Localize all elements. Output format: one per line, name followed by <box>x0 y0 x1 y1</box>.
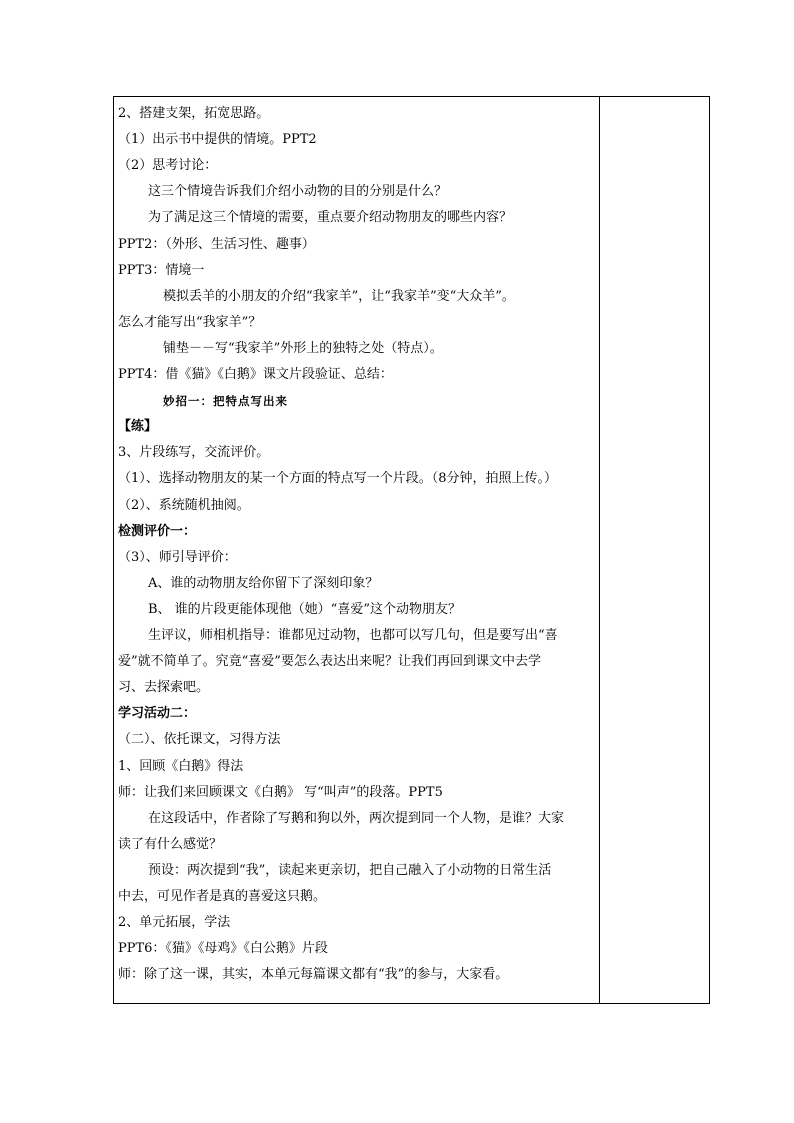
text-line: 铺垫－－写“我家羊”外形上的独特之处（特点）。 <box>163 340 443 356</box>
text-line: PPT6：《猫》《母鸡》《白公鹅》片段 <box>118 941 328 957</box>
text-line: 习、去探索吧。 <box>118 680 210 696</box>
text-line: 生评议，师相机指导：谁都见过动物，也都可以写几句，但是要写出“喜 <box>148 628 558 643</box>
text-line: 怎么才能写出“我家羊”？ <box>118 314 262 330</box>
text-line: 师：让我们来回顾课文《白鹅》 写“叫声”的段落。PPT5 <box>118 784 443 800</box>
text-line: （2）、系统随机抽阅。 <box>118 497 250 513</box>
text-line: （1）出示书中提供的情境。PPT2 <box>118 132 317 148</box>
text-line: 1、回顾《白鹅》得法 <box>118 758 244 774</box>
text-line: 读了有什么感觉？ <box>118 836 223 852</box>
notes-cell <box>600 97 709 1003</box>
text-line: PPT2：（外形、生活习性、趣事） <box>118 236 315 252</box>
text-line: （2）思考讨论： <box>118 158 218 174</box>
section-heading: 【练】 <box>118 419 158 435</box>
section-heading: 学习活动二： <box>118 706 197 722</box>
text-line: 3、片段练写，交流评价。 <box>118 445 270 461</box>
text-line: 2、单元拓展，学法 <box>118 915 231 931</box>
text-line: 为了满足这三个情境的需要，重点要介绍动物朋友的哪些内容？ <box>148 210 513 226</box>
text-line: 模拟丢羊的小朋友的介绍“我家羊”，让“我家羊”变“大众羊”。 <box>163 288 515 304</box>
text-line: 2、搭建支架，拓宽思路。 <box>118 106 270 121</box>
text-line: （1）、选择动物朋友的某一个方面的特点写一个片段。（8分钟，拍照上传。） <box>118 471 558 487</box>
text-line: 预设：两次提到“我”，读起来更亲切，把自己融入了小动物的日常生活 <box>148 862 552 878</box>
text-line: PPT3：情境一 <box>118 262 205 278</box>
section-heading: 检测评价一： <box>118 523 197 539</box>
text-line: 师：除了这一课，其实，本单元每篇课文都有“我”的参与，大家看。 <box>118 967 509 983</box>
text-line: 爱”就不简单了。究竟“喜爱”要怎么表达出来呢？让我们再回到课文中去学 <box>118 654 541 670</box>
lesson-content-cell <box>114 97 598 1003</box>
text-line: （二）、依托课文，习得方法 <box>118 732 281 748</box>
text-line: B、 谁的片段更能体现他（她）“喜爱”这个动物朋友？ <box>148 601 461 617</box>
text-line: PPT4：借《猫》《白鹅》课文片段验证、总结： <box>118 367 393 382</box>
text-line: 中去，可见作者是真的喜爱这只鹅。 <box>118 889 327 904</box>
text-line: 在这段话中，作者除了写鹅和狗以外，两次提到同一个人物，是谁？大家 <box>148 810 565 826</box>
text-line: A、谁的动物朋友给你留下了深刻印象？ <box>148 575 379 591</box>
text-line: 妙招一：把特点写出来 <box>163 394 288 409</box>
text-line: （3）、师引导评价： <box>118 549 237 565</box>
text-line: 这三个情境告诉我们介绍小动物的目的分别是什么？ <box>148 184 448 200</box>
lesson-table <box>113 96 710 1004</box>
